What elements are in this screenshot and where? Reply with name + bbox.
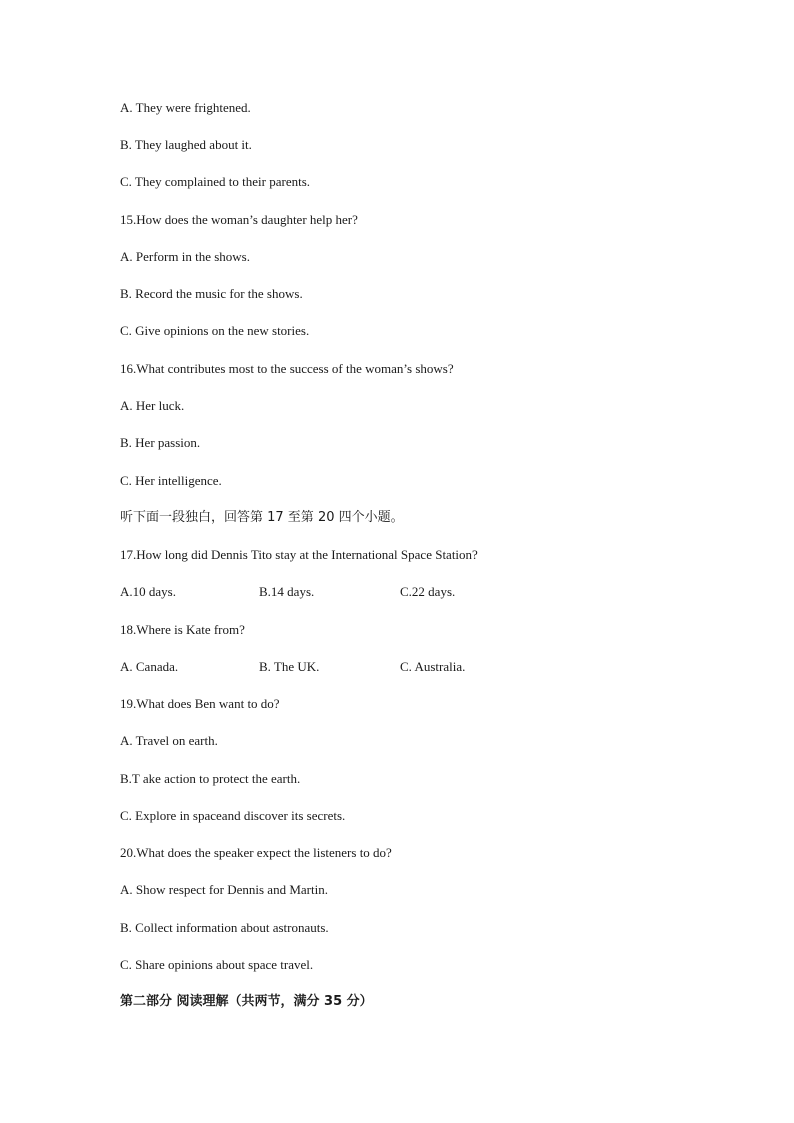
q15-option-b: B. Record the music for the shows. — [120, 286, 303, 301]
q17-option-a: A.10 days. — [120, 584, 176, 599]
q16-option-a: A. Her luck. — [120, 398, 185, 413]
q15-option-a: A. Perform in the shows. — [120, 249, 250, 264]
q20-question: 20.What does the speaker expect the listeners to do? — [120, 845, 392, 860]
q17-question: 17.How long did Dennis Tito stay at the International Space Station? — [120, 547, 478, 562]
q17-option-b: B.14 days. — [259, 584, 315, 599]
q18-option-b: B. The UK. — [259, 659, 320, 674]
q14-option-c: C. They complained to their parents. — [120, 174, 311, 189]
q18-question: 18.Where is Kate from? — [120, 622, 245, 637]
q20-option-a: A. Show respect for Dennis and Martin. — [120, 882, 328, 897]
monologue-instruction: 听下面一段独白，回答第 17 至第 20 四个小题。 — [120, 510, 404, 525]
q18-option-c: C. Australia. — [400, 659, 466, 674]
q14-option-b: B. They laughed about it. — [120, 137, 252, 152]
q20-option-c: C. Share opinions about space travel. — [120, 957, 314, 972]
q16-question: 16.What contributes most to the success of the woman’s shows? — [120, 361, 454, 376]
q19-option-c: C. Explore in spaceand discover its secrets. — [120, 808, 346, 823]
q14-option-a: A. They were frightened. — [120, 100, 251, 115]
section2-heading: 第二部分 阅读理解（共两节，满分 35 分） — [120, 994, 373, 1009]
q17-option-c: C.22 days. — [400, 584, 456, 599]
q15-question: 15.How does the woman’s daughter help her? — [120, 212, 358, 227]
q15-option-c: C. Give opinions on the new stories. — [120, 323, 310, 338]
q19-option-b: B.T ake action to protect the earth. — [120, 771, 301, 786]
q19-option-a: A. Travel on earth. — [120, 733, 218, 748]
q18-option-a: A. Canada. — [120, 659, 179, 674]
q19-question: 19.What does Ben want to do? — [120, 696, 280, 711]
q16-option-c: C. Her intelligence. — [120, 473, 222, 488]
q20-option-b: B. Collect information about astronauts. — [120, 920, 329, 935]
q16-option-b: B. Her passion. — [120, 435, 201, 450]
